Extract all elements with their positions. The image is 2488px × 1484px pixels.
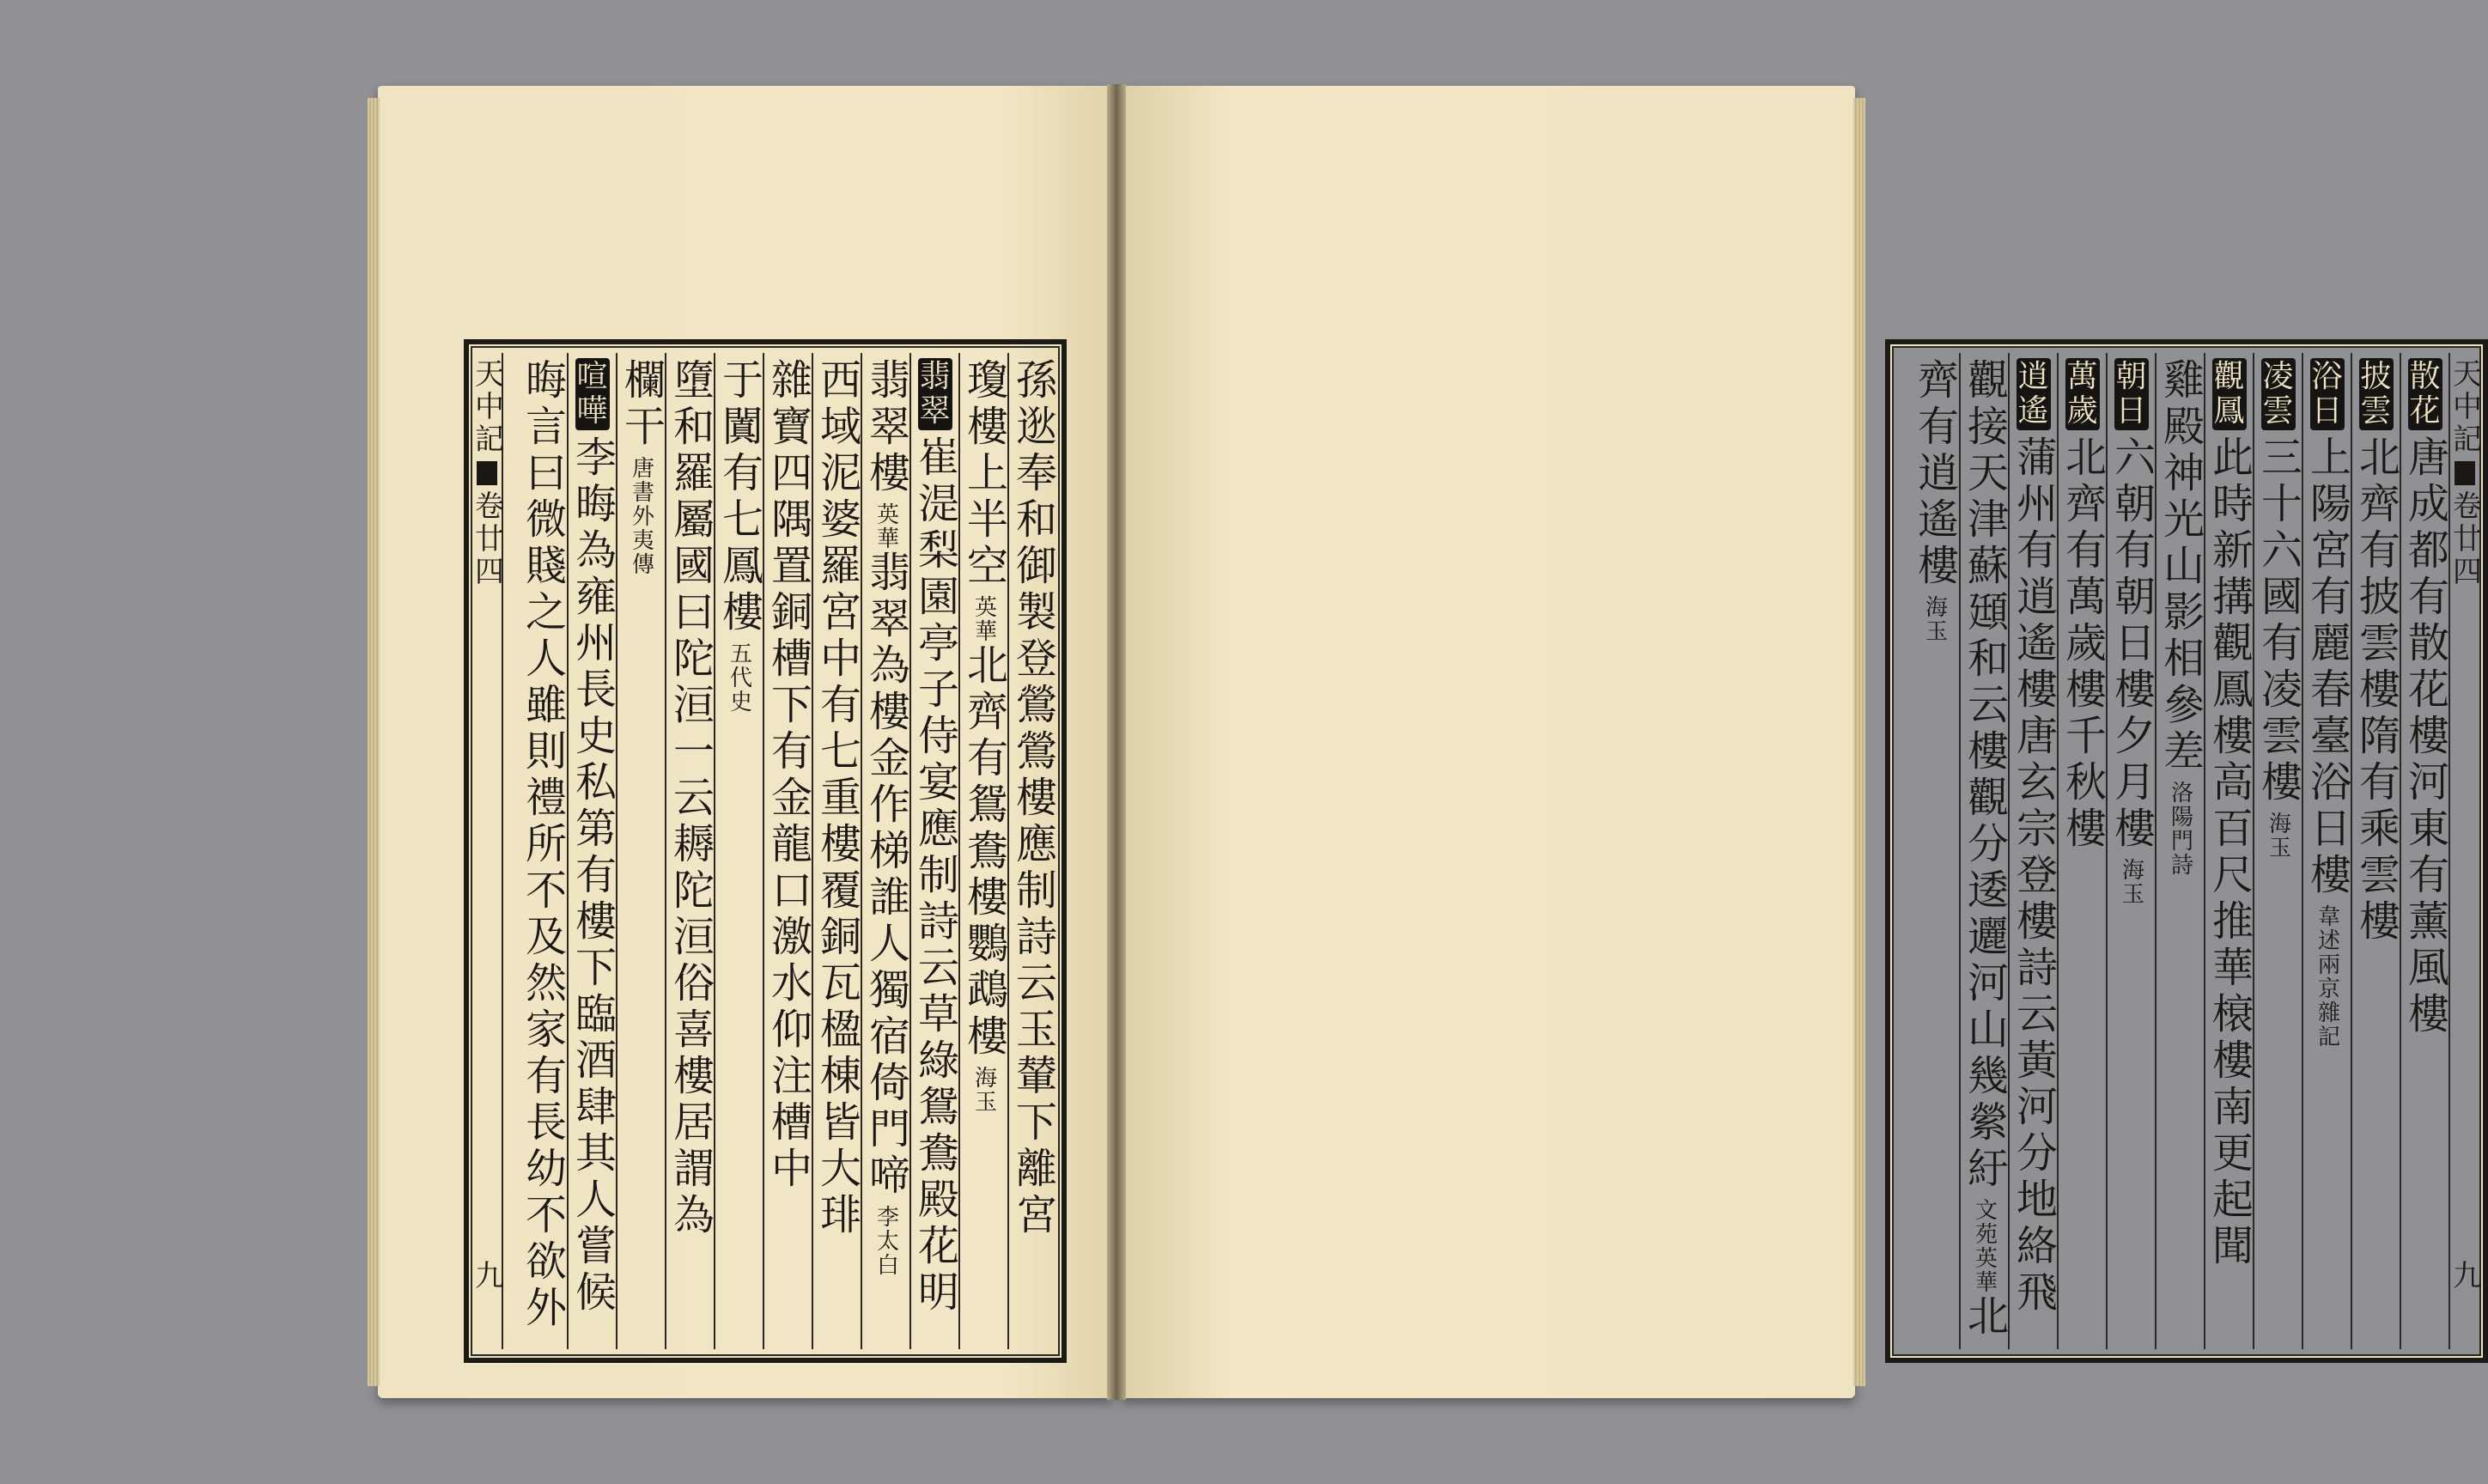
heading-label: 披雲 [2360,359,2392,429]
left-columns [503,353,1056,1349]
column-text: 翡翠樓 [861,358,910,497]
right-page [1121,86,2482,1398]
text-column [2253,353,2302,1349]
right-columns [1895,353,2448,1349]
annotation-note: 李太白 [873,1205,899,1277]
text-column [763,353,812,1349]
heading-label: 觀鳳 [2213,359,2245,429]
column-text: 上陽宮有麗春臺浴日樓 [2302,435,2351,899]
text-column [2400,353,2448,1349]
heading-label: 浴日 [2311,359,2343,429]
column-text: 蒲州有逍遙樓唐玄宗登樓詩云黃河分地絡飛 [2009,435,2058,1317]
text-column [2155,353,2204,1349]
left-edge-margin [469,353,504,1349]
heading-label: 散花 [2409,359,2441,429]
right-edge-title: 天中記 [2447,358,2482,456]
column-text: 孫逖奉和御製登鶯鶯樓應制詩云玉輦下離宮 [1008,358,1057,1239]
right-edge-volume: 卷廿四 [2447,490,2482,588]
column-text: 崔湜梨園亭子侍宴應制詩云草綠鴛鴦殿花明 [910,435,959,1317]
right-edge-page-number: 九 [2447,1260,2482,1289]
annotation-note: 五代史 [726,642,752,714]
column-text: 北齊有萬歲樓千秋樓 [2058,435,2107,853]
column-text: 于闐有七鳳樓 [715,358,763,636]
right-text-frame [1885,339,2488,1363]
annotation-note: 洛陽門詩 [2167,781,2193,877]
text-column [567,353,616,1349]
annotation-note: 英華 [873,502,899,550]
text-column [714,353,763,1349]
column-text: 雜寶四隅置銅槽下有金龍口激水仰注槽中 [763,358,812,1193]
text-column [518,353,567,1349]
left-text-frame [464,339,1067,1363]
text-column [1007,353,1056,1349]
column-text: 齊有逍遙樓 [1910,358,1959,590]
text-column [1959,353,2008,1349]
left-page [378,86,1112,1398]
heading-label: 逍遙 [2017,359,2049,429]
text-column [2302,353,2351,1349]
annotation-note: 海玉 [2118,858,2144,906]
column-text: 西域泥婆羅宮中有七重樓覆銅瓦楹棟皆大琲 [812,358,861,1239]
book-gutter [1107,84,1126,1400]
heading-label: 凌雲 [2262,359,2294,429]
annotation-note: 海玉 [1921,595,1948,643]
right-fore-edge [1853,98,1865,1386]
text-column [958,353,1007,1349]
column-text: 雞殿神光山影相參差 [2156,358,2205,775]
text-column [2204,353,2253,1349]
text-column [2351,353,2400,1349]
left-edge-volume: 卷廿四 [469,490,504,588]
text-column [665,353,714,1349]
column-text: 此時新搆觀鳳樓高百尺推華榱樓南更起聞 [2205,435,2254,1270]
column-text: 瓊樓上半空 [959,358,1008,590]
column-text: 李晦為雍州長史私第有樓下臨酒肆其人嘗候 [568,435,617,1317]
column-text-continued: 北 [1960,1294,2009,1341]
text-column [861,353,909,1349]
left-edge-title: 天中記 [469,358,504,456]
text-column [812,353,861,1349]
column-text: 三十六國有凌雲樓 [2254,435,2302,806]
column-text: 觀接天津蘇頲和云樓觀分逶邐河山幾縈紆 [1960,358,2009,1193]
column-text: 墮和羅屬國曰陀洹一云耨陀洹俗喜樓居謂為 [666,358,715,1239]
annotation-note: 唐書外夷傳 [628,456,654,576]
column-text: 晦言曰微賤之人雖則禮所不及然家有長幼不欲外 [518,358,567,1332]
annotation-note: 英華 [970,595,997,643]
text-column [2057,353,2106,1349]
text-column [2106,353,2155,1349]
column-text: 六朝有朝日樓夕月樓 [2107,435,2156,853]
text-column [1910,353,1959,1349]
heading-label: 喧嘩 [576,359,608,429]
annotation-note: 韋述兩京雜記 [2314,904,2340,1049]
heading-label: 翡翠 [919,359,951,429]
annotation-note: 海玉 [970,1066,997,1114]
text-column [616,353,665,1349]
text-column [2008,353,2057,1349]
left-edge-page-number: 九 [469,1260,504,1289]
column-text-continued: 翡翠為樓金作梯誰人獨宿倚門啼 [861,550,910,1200]
right-fish-tail-mark [2455,461,2475,485]
text-column [909,353,958,1349]
annotation-note: 海玉 [2265,812,2291,860]
column-text: 唐成都有散花樓河東有薰風樓 [2400,435,2449,1038]
open-book [378,79,2482,1406]
column-text-continued: 北齊有鴛鴦樓鸚鵡樓 [959,643,1008,1061]
column-text: 北齊有披雲樓隋有乘雲樓 [2351,435,2400,946]
column-text: 欄干 [617,358,666,451]
left-fish-tail-mark [477,461,497,485]
heading-label: 朝日 [2115,359,2147,429]
left-fore-edge [368,98,380,1386]
right-edge-margin [2447,353,2482,1349]
annotation-note: 文苑英華 [1971,1198,1998,1294]
heading-label: 萬歲 [2066,359,2098,429]
